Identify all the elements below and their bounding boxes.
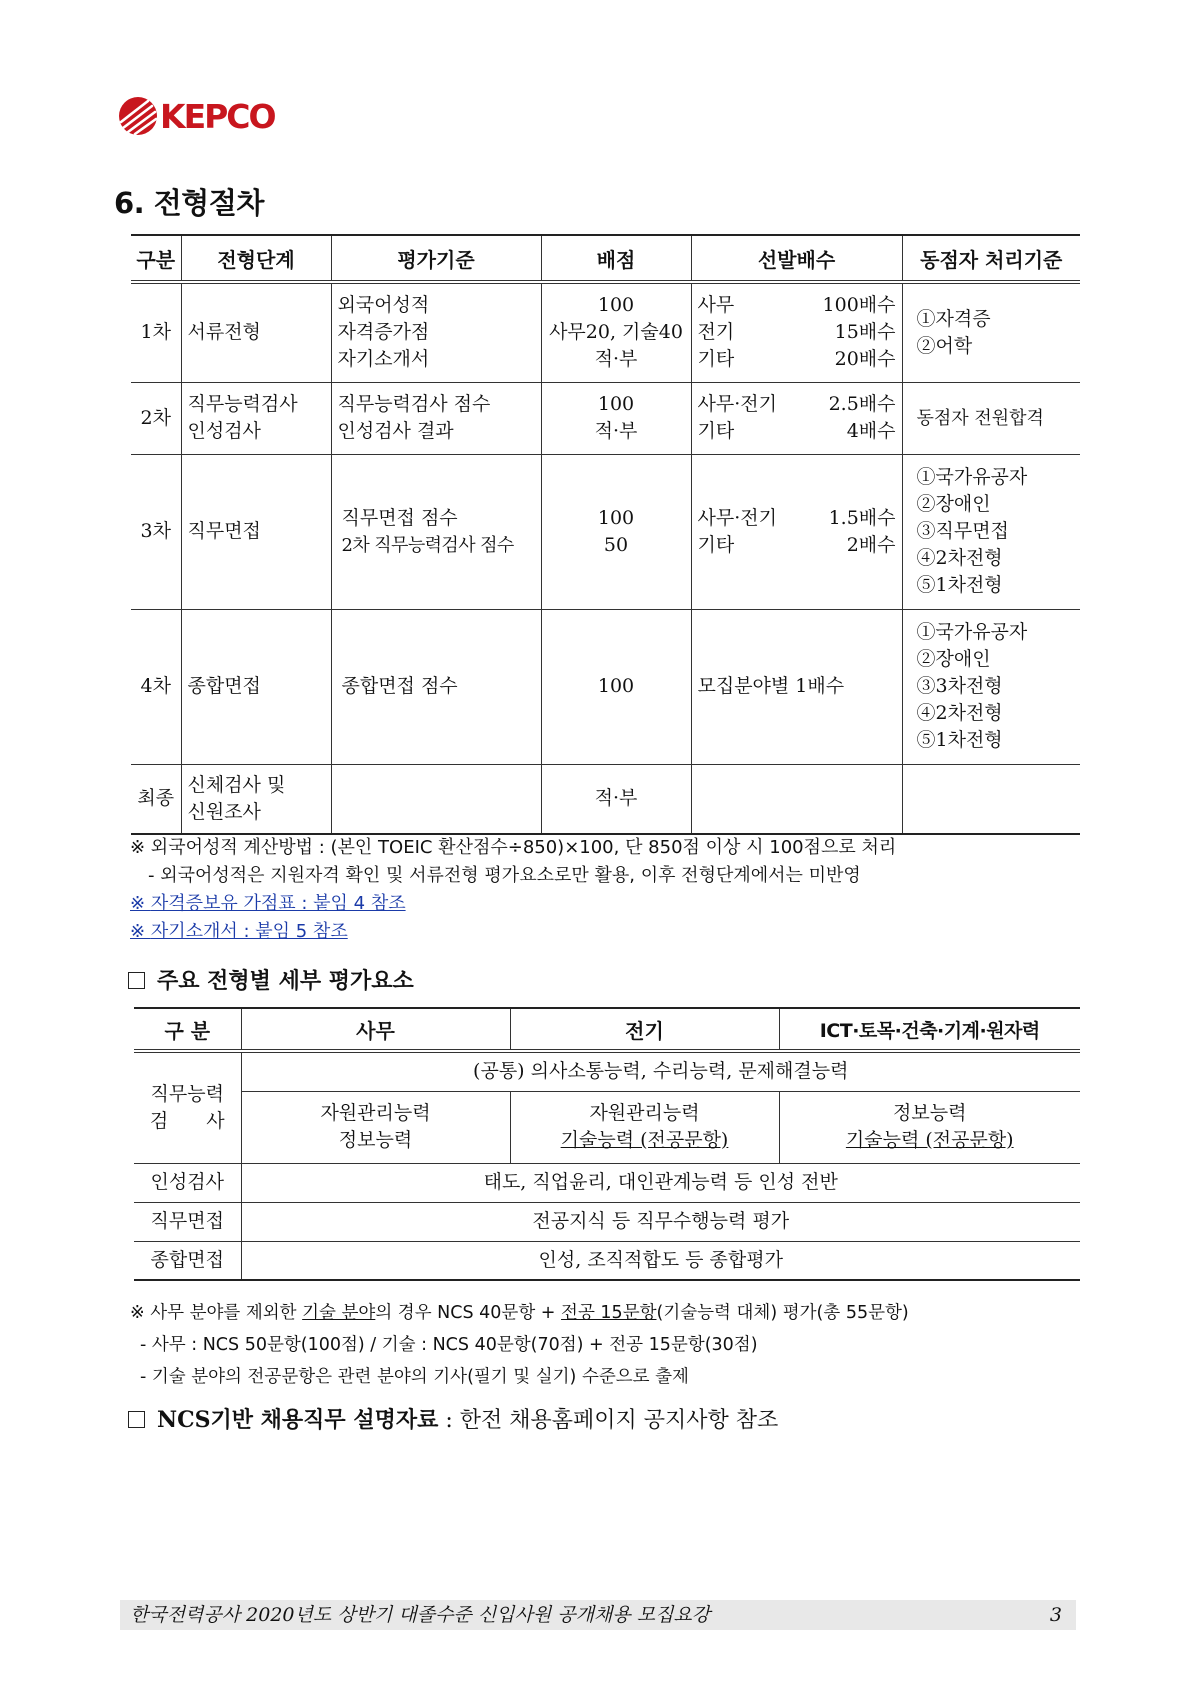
criteria-text: 직무면접 점수 — [341, 506, 458, 529]
essay-note — [130, 918, 896, 946]
criteria-text: 직무능력검사 점수 — [337, 393, 491, 415]
header-cell: 전형단계 — [181, 235, 331, 282]
criteria-text: 인성검사 결과 — [337, 420, 454, 442]
stage-cell: 1차 — [131, 282, 181, 382]
table-row — [134, 1163, 1080, 1202]
tie-cell — [902, 609, 1080, 764]
header-cell: 동점자 처리기준 — [902, 235, 1080, 282]
electric-cell — [510, 1091, 779, 1163]
tie-text: 동점자 전원합격 — [916, 407, 1044, 429]
footer-text: 한국전력공사 2020년도 상반기 대졸수준 신입사원 공개채용 모집요강 — [130, 1604, 711, 1626]
note-text: ※ 사무 분야를 제외한 — [130, 1303, 303, 1323]
header-cell: ICT·토목·건축·기계·원자력 — [779, 1008, 1080, 1051]
stage-cell: 2차 — [131, 382, 181, 454]
note-mark: ※ — [130, 921, 151, 942]
procedure-header-row — [131, 235, 1080, 282]
criteria-cell — [331, 609, 541, 764]
note-line: - 사무 : NCS 50문항(100점) / 기술 : NCS 40문항(70점) + 전공 15문항(30점) — [140, 1335, 758, 1355]
note-text: (기술능력 대체) 평가(총 55문항) — [656, 1303, 909, 1323]
table-row — [134, 1091, 1080, 1163]
score-cell — [541, 764, 691, 834]
score-text: 적·부 — [594, 787, 638, 810]
step-cell — [181, 382, 331, 454]
multiplier-cell — [691, 282, 902, 382]
tie-cell — [902, 764, 1080, 834]
multiplier-label: 기타 — [697, 420, 735, 442]
eval-value-cell: 인성, 조직적합도 등 종합평가 — [241, 1241, 1080, 1280]
kepco-logo — [118, 96, 275, 136]
criteria-text: 2차 직무능력검사 점수 — [341, 534, 514, 556]
score-text: 100 — [597, 506, 635, 529]
office-cell — [241, 1091, 510, 1163]
step-text: 인성검사 — [187, 420, 261, 442]
eval-value-cell: 태도, 직업윤리, 대인관계능력 등 인성 전반 — [241, 1163, 1080, 1202]
table-row — [134, 1202, 1080, 1241]
header-cell: 구분 — [131, 235, 181, 282]
step-text: 신원조사 — [187, 800, 261, 823]
eval-table — [134, 1007, 1080, 1281]
competency-text: 정보능력 — [338, 1129, 413, 1151]
tie-text: ③직무면접 — [916, 520, 1009, 542]
multiplier-cell — [691, 764, 902, 834]
stage-cell: 3차 — [131, 454, 181, 609]
note-line: ※ 외국어성적 계산방법 : (본인 TOEIC 환산점수÷850)×100, 단 850점 이상 시 100점으로 처리 — [130, 837, 897, 858]
table-row — [131, 382, 1080, 454]
tie-text: ④2차전형 — [916, 547, 1003, 569]
kepco-logo-text: KEPCO — [160, 96, 275, 136]
score-text: 50 — [603, 533, 629, 556]
multiplier-cell — [691, 454, 902, 609]
criteria-cell — [331, 382, 541, 454]
table-row — [131, 764, 1080, 834]
multiplier-value: 2.5배수 — [828, 393, 896, 415]
aptitude-label: 직무능력 — [150, 1082, 224, 1105]
criteria-cell — [331, 764, 541, 834]
step-text: 종합면접 — [187, 675, 261, 697]
eval-header-row — [134, 1008, 1080, 1051]
header-cell: 평가기준 — [331, 235, 541, 282]
table-row — [131, 282, 1080, 382]
eval-value-cell: 전공지식 등 직무수행능력 평가 — [241, 1202, 1080, 1241]
eval-title — [128, 964, 414, 995]
multiplier-value: 100배수 — [822, 294, 896, 317]
score-cell — [541, 282, 691, 382]
competency-text: 기술능력 (전공문항) — [845, 1129, 1014, 1151]
multiplier-value: 2배수 — [846, 533, 896, 556]
score-cell — [541, 454, 691, 609]
eval-label-cell: 직무면접 — [134, 1202, 241, 1241]
criteria-text: 종합면접 점수 — [341, 675, 458, 697]
note-text: 의 경우 NCS 40문항 + — [375, 1303, 562, 1323]
score-text: 100 — [597, 675, 635, 697]
multiplier-label: 사무 — [697, 294, 735, 317]
tie-text: ③3차전형 — [916, 675, 1003, 697]
section-title: 6. 전형절차 — [114, 186, 264, 220]
eval-title-text: 주요 전형별 세부 평가요소 — [157, 968, 414, 994]
page-number: 3 — [1049, 1604, 1062, 1626]
score-cell — [541, 609, 691, 764]
score-text: 적·부 — [594, 420, 638, 442]
tie-text: ①국가유공자 — [916, 621, 1028, 643]
note-mark: ※ — [130, 893, 151, 914]
note-text: 기술 분야 — [302, 1303, 376, 1323]
multiplier-value: 1.5배수 — [828, 506, 896, 529]
criteria-cell — [331, 282, 541, 382]
tie-text: ②어학 — [916, 334, 973, 357]
multiplier-label: 사무·전기 — [697, 393, 777, 415]
criteria-text: 자격증가점 — [337, 321, 430, 344]
tie-text: ④2차전형 — [916, 702, 1003, 724]
multiplier-label: 기타 — [697, 348, 735, 371]
kepco-emblem-icon — [118, 96, 158, 136]
step-cell — [181, 454, 331, 609]
cert-link[interactable]: 자격증보유 가점표 : 붙임 4 참조 — [150, 893, 406, 914]
checkbox-icon — [128, 972, 145, 989]
header-cell: 선발배수 — [691, 235, 902, 282]
competency-text: 자원관리능력 — [320, 1102, 431, 1124]
procedure-table — [131, 234, 1080, 835]
score-text: 사무20, 기술40 — [549, 321, 683, 344]
header-cell: 구 분 — [134, 1008, 241, 1051]
step-text: 직무능력검사 — [187, 393, 298, 415]
table-row — [131, 609, 1080, 764]
tech-cell — [779, 1091, 1080, 1163]
multiplier-value: 20배수 — [834, 348, 896, 371]
step-cell — [181, 764, 331, 834]
step-text: 직무면접 — [187, 520, 261, 542]
step-text: 서류전형 — [187, 321, 261, 344]
cert-note — [130, 890, 896, 918]
competency-text: 기술능력 (전공문항) — [560, 1129, 729, 1151]
aptitude-label: 검 사 — [149, 1109, 225, 1132]
table-row — [134, 1051, 1080, 1091]
tie-cell — [902, 382, 1080, 454]
stage-cell: 4차 — [131, 609, 181, 764]
aptitude-label-cell — [134, 1051, 241, 1163]
multiplier-label: 사무·전기 — [697, 506, 777, 529]
tie-cell — [902, 282, 1080, 382]
multiplier-value: 15배수 — [834, 321, 896, 344]
step-cell — [181, 282, 331, 382]
header-cell: 전기 — [510, 1008, 779, 1051]
competency-text: 자원관리능력 — [589, 1102, 700, 1124]
tie-text: ②장애인 — [916, 493, 991, 515]
criteria-text: 외국어성적 — [337, 294, 430, 317]
checkbox-icon — [128, 1411, 145, 1428]
tie-text: ⑤1차전형 — [916, 574, 1003, 596]
stage-cell: 최종 — [131, 764, 181, 834]
score-cell — [541, 382, 691, 454]
table-row — [134, 1241, 1080, 1280]
tie-text: ②장애인 — [916, 648, 991, 670]
ncs-bold-text: NCS기반 채용직무 설명자료 — [157, 1407, 439, 1433]
note-line — [130, 1297, 909, 1329]
competency-text: 정보능력 — [893, 1102, 967, 1124]
tie-cell — [902, 454, 1080, 609]
note-line: - 기술 분야의 전공문항은 관련 분야의 기사(필기 및 실기) 수준으로 출제 — [140, 1367, 689, 1387]
header-cell: 사무 — [241, 1008, 510, 1051]
common-competency-cell: (공통) 의사소통능력, 수리능력, 문제해결능력 — [241, 1051, 1080, 1091]
score-text: 100 — [597, 294, 635, 317]
multiplier-cell — [691, 382, 902, 454]
table-row — [131, 454, 1080, 609]
eval-label-cell: 종합면접 — [134, 1241, 241, 1280]
score-text: 적·부 — [594, 348, 638, 371]
page-footer — [120, 1600, 1076, 1630]
ncs-rest-text: : 한전 채용홈페이지 공지사항 참조 — [438, 1408, 779, 1433]
note-text: 전공 15문항 — [561, 1303, 657, 1323]
multiplier-label: 기타 — [697, 533, 735, 556]
tie-text: ①국가유공자 — [916, 466, 1028, 488]
tie-text: ⑤1차전형 — [916, 729, 1003, 751]
step-cell — [181, 609, 331, 764]
multiplier-value: 4배수 — [846, 420, 896, 442]
ncs-line — [128, 1403, 778, 1434]
multiplier-label: 전기 — [697, 321, 735, 344]
criteria-text: 자기소개서 — [337, 348, 430, 371]
score-text: 100 — [597, 393, 635, 415]
multiplier-label: 모집분야별 1배수 — [697, 675, 845, 697]
note-line: - 외국어성적은 지원자격 확인 및 서류전형 평가요소로만 활용, 이후 전형단계에서는 미반영 — [148, 865, 861, 886]
notes-procedure — [130, 834, 896, 946]
step-text: 신체검사 및 — [187, 773, 286, 796]
tie-text: ①자격증 — [916, 307, 991, 330]
notes-eval — [130, 1297, 909, 1393]
header-cell: 배점 — [541, 235, 691, 282]
eval-label-cell: 인성검사 — [134, 1163, 241, 1202]
criteria-cell — [331, 454, 541, 609]
essay-link[interactable]: 자기소개서 : 붙임 5 참조 — [150, 921, 348, 942]
multiplier-cell — [691, 609, 902, 764]
